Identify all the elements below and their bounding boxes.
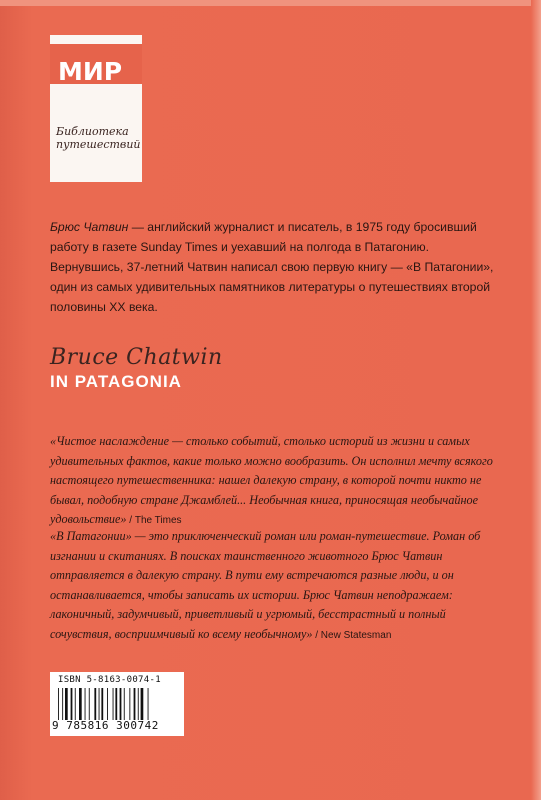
cover-right-edge	[531, 0, 541, 800]
series-line-1: Библиотека	[56, 125, 129, 138]
barcode-digits: 9 785816 300742	[52, 719, 159, 732]
publisher-logo: МИР	[58, 57, 123, 86]
publisher-logo-block	[50, 35, 142, 182]
series-name	[56, 125, 140, 151]
intro-author-name: Брюс Чатвин	[50, 220, 129, 234]
cover-top-edge	[0, 0, 541, 6]
intro-text: — английский журналист и писатель, в 1975 году бросивший работу в газете Sunday Times и уехавший на полгода в Патагонию. Вернувшись, 37-летний Чатвин написал свою первую книгу — «В Патагонии», один из самых удивительных памятников литературы о путешествиях второй половины XX века.	[50, 220, 494, 314]
review-quote-source: / The Times	[126, 515, 182, 526]
review-quote	[50, 432, 498, 531]
review-quote-text: «В Патагонии» — это приключенческий роман или роман-путешествие. Роман об изгнании и скитаниях. В поисках таинственного животного Брюс Чатвин отправляется в далекую страну. В пути ему встречаются разные люди, и он останавливается, чтобы записать их истории. Брюс Чатвин неподражаем: лаконичный, задумчивый, приветливый и угрюмый, бесстрастный и полный сочувствия, восприимчивый ко всему необычному»	[50, 529, 481, 641]
barcode-label	[50, 672, 184, 736]
series-line-2: путешествий	[56, 138, 141, 151]
barcode-icon	[58, 688, 176, 720]
publisher-logo-band	[50, 44, 142, 84]
review-quote-source: / New Statesman	[312, 629, 392, 641]
review-quote	[50, 527, 498, 645]
author-intro-paragraph	[50, 217, 495, 317]
book-author: Bruce Chatwin	[50, 345, 223, 370]
book-title: IN PATAGONIA	[50, 372, 182, 391]
review-quote-text: «Чистое наслаждение — столько событий, столько историй из жизни и самых удивительных фактов, какие только можно вообразить. Он исполнил мечту всякого настоящего путешественника: нашел далекую страну, в которой почти никто не бывал, подобную стране Джамблей... Необычная книга, приносящая необычайное удовольствие»	[50, 434, 493, 526]
isbn-number: ISBN 5-8163-0074-1	[58, 675, 161, 685]
